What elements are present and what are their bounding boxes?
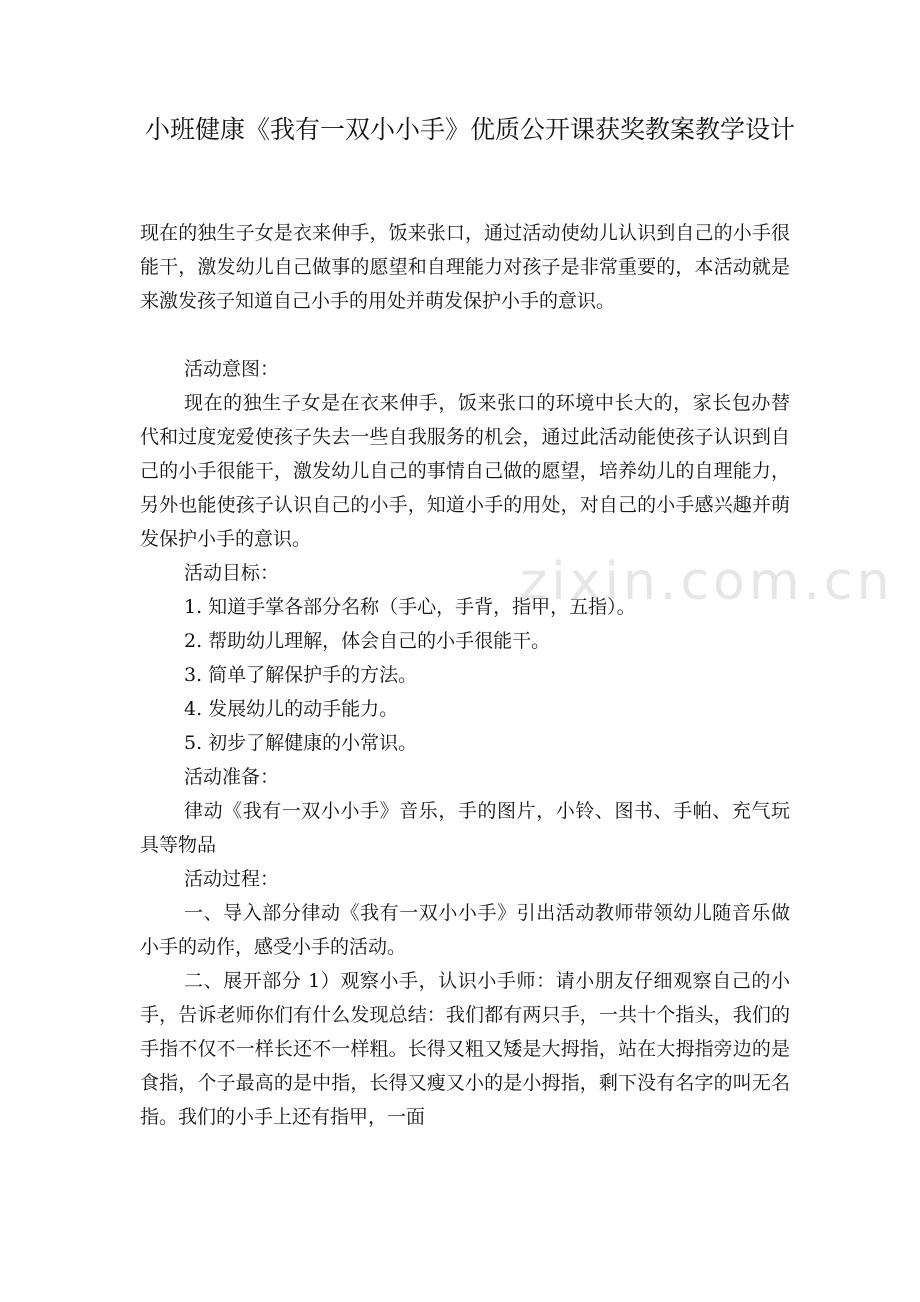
goal-item-1: 1. 知道手掌各部分名称（手心，手背，指甲，五指）。 (184, 596, 636, 618)
goal-item-4: 4. 发展幼儿的动手能力。 (184, 698, 399, 720)
prep-paragraph: 律动《我有一双小小手》音乐，手的图片，小铃、图书、手帕、充气玩具等物品 (140, 800, 790, 856)
goals-heading: 活动目标： (184, 562, 280, 584)
intro-paragraph: 现在的独生子女是衣来伸手，饭来张口，通过活动使幼儿认识到自己的小手很能干，激发幼儿自己做事的愿望和自理能力对孩子是非常重要的，本活动就是来激发孩子知道自己小手的用处并萌发保护小手的意识。 (140, 222, 790, 312)
process-step-1: 一、导入部分律动《我有一双小小手》引出活动教师带领幼儿随音乐做小手的动作，感受小手的活动。 (140, 902, 790, 958)
process-step-2: 二、展开部分 1）观察小手，认识小手师：请小朋友仔细观察自己的小手，告诉老师你们有什么发现总结：我们都有两只手，一共十个指头，我们的手指不仅不一样长还不一样粗。长得又粗又矮是大拇指，站在大拇指旁边的是食指，个子最高的是中指，长得又瘦又小的是小拇指，剩下没有名字的叫无名指。我们的小手上还有指甲，一面 (140, 970, 790, 1128)
goal-item-5: 5. 初步了解健康的小常识。 (184, 732, 418, 754)
document-title: 小班健康《我有一双小小手》优质公开课获奖教案教学设计 (144, 115, 795, 144)
process-heading: 活动过程： (184, 868, 280, 890)
goal-item-2: 2. 帮助幼儿理解，体会自己的小手很能干。 (184, 630, 551, 652)
paragraph-gap (140, 318, 790, 352)
prep-heading: 活动准备： (184, 766, 280, 788)
document-body (140, 216, 790, 1134)
watermark: zixin.com.cn (520, 552, 894, 612)
intent-paragraph: 现在的独生子女是在衣来伸手，饭来张口的环境中长大的，家长包办替代和过度宠爱使孩子失去一些自我服务的机会，通过此活动能使孩子认识到自己的小手很能干，激发幼儿自己的事情自己做的愿望，培养幼儿的自理能力，另外也能使孩子认识自己的小手，知道小手的用处，对自己的小手感兴趣并萌发保护小手的意识。 (140, 392, 790, 550)
goal-item-3: 3. 简单了解保护手的方法。 (184, 664, 418, 686)
intent-heading: 活动意图： (184, 358, 280, 380)
